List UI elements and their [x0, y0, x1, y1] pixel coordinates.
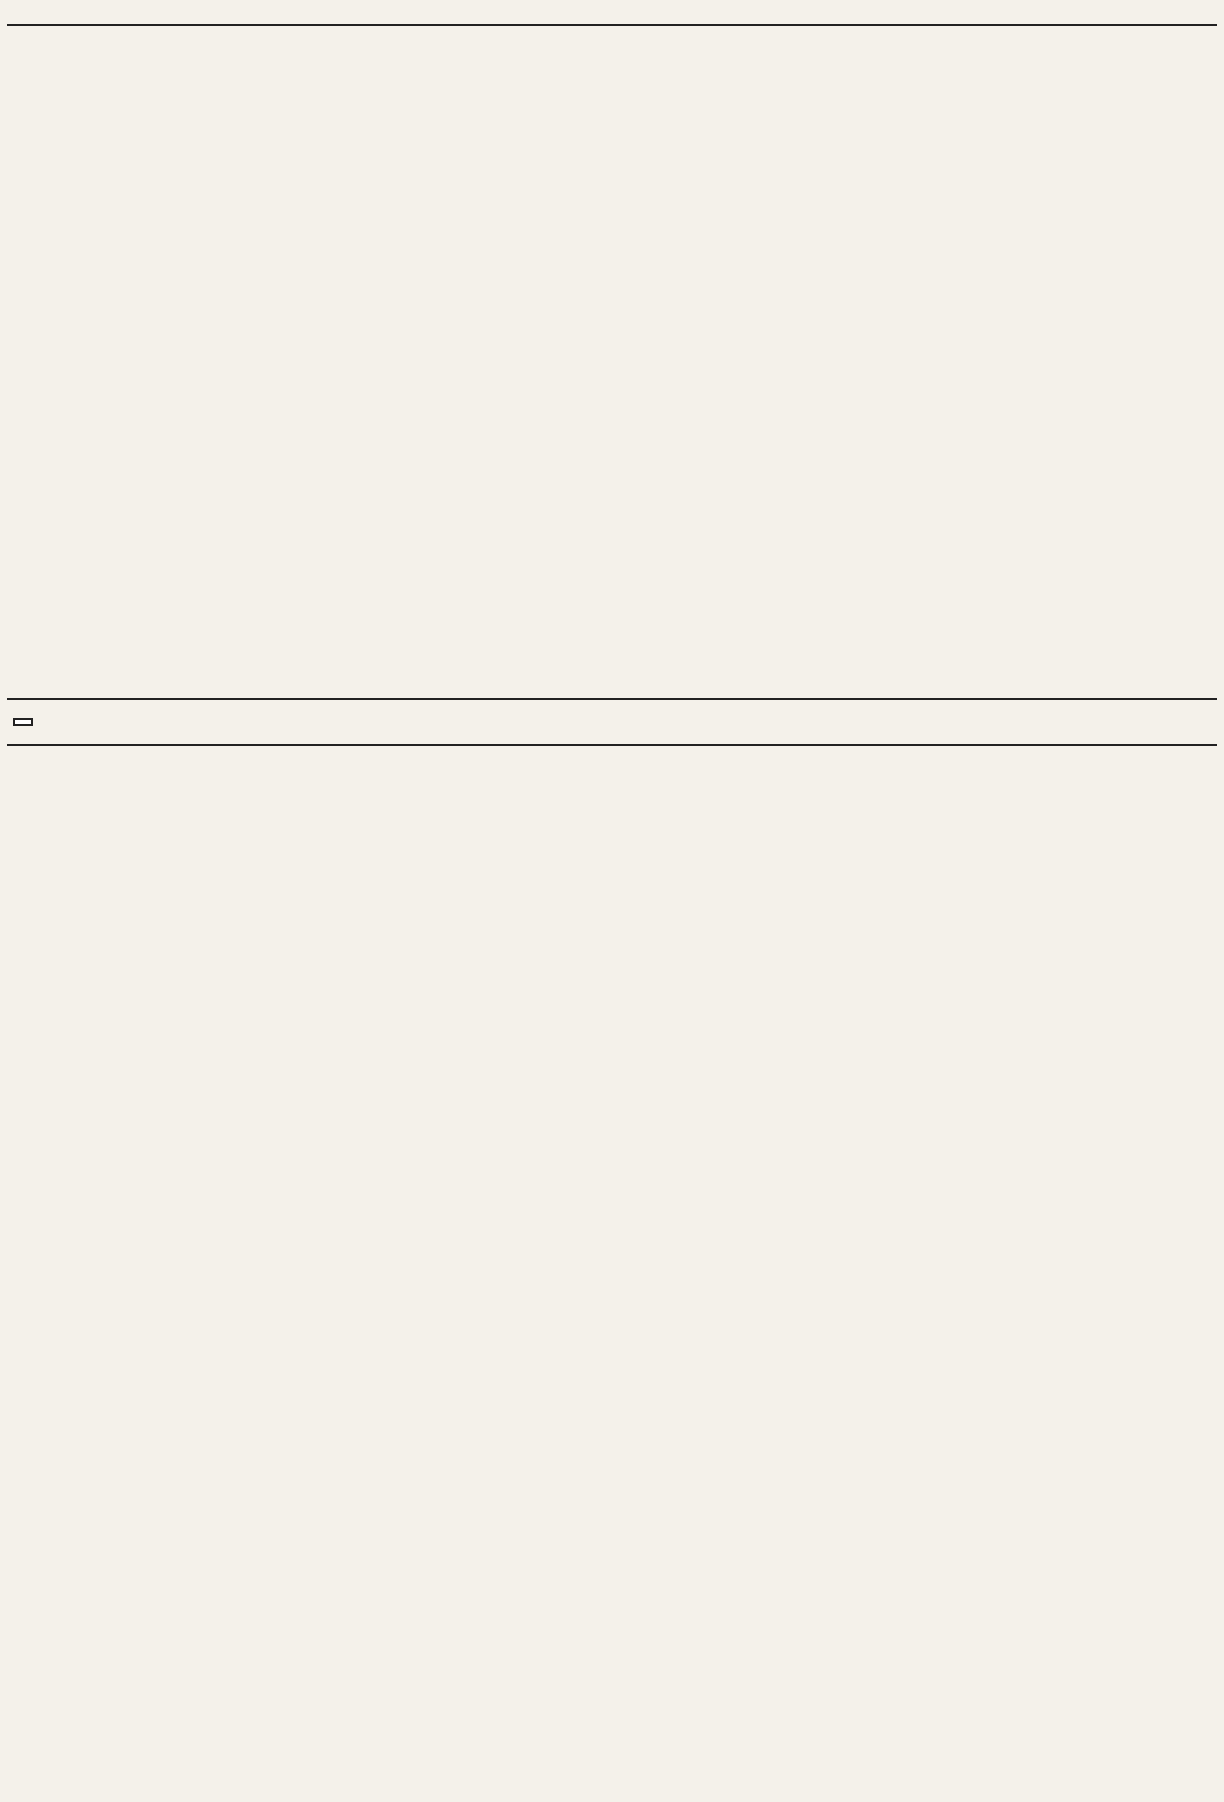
masthead: [7, 6, 1217, 26]
newspaper-page: [7, 6, 1217, 1790]
directory-banner: [7, 700, 1217, 746]
service-directory: [7, 746, 1217, 1794]
classified-top-section: [7, 26, 1217, 700]
want-ads-logo: [13, 718, 33, 726]
